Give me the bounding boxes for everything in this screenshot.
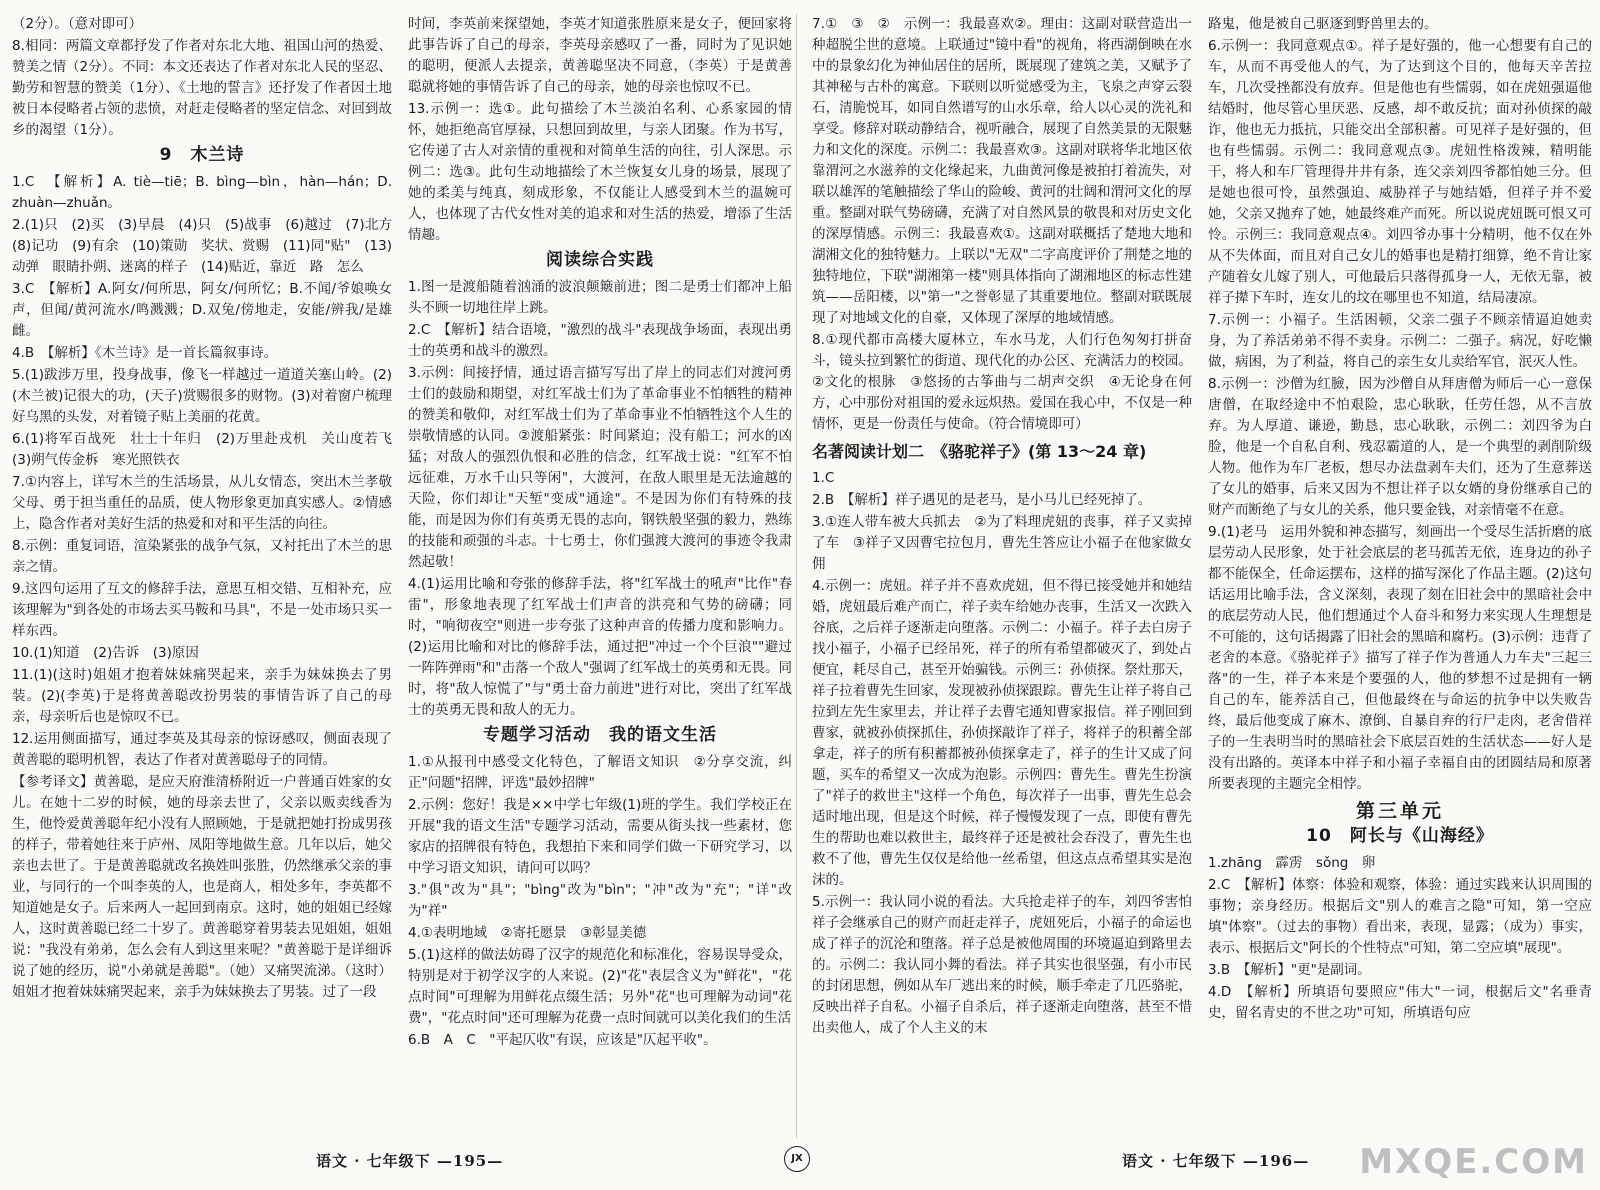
answer-paragraph: 5.示例一：我认同小说的看法。大兵抢走祥子的车，刘四爷害怕祥子会继承自己的财产而赶走祥子，虎妞死后，小福子的命运也成了祥子的沉沦和堕落。祥子总是被他周围的环境逼迫到路里去的。示例二：我认同小舞的看法。祥子其实也很坚强，有小市民的封闭思想，例如从车厂逃出来的时候，顺手牵走了几匹骆驼，反映出祥子自私。小福子自杀后，祥子逐渐走向堕落，甚至不惜出卖他人，成了个人主义的末 [812, 894, 1192, 1036]
answer-paragraph: 11.(1)(这时)姐姐才抱着妹妹痛哭起来，亲手为妹妹换去了男装。(2)(李英)于是将黄善聪改扮男装的事情告诉了自己的母亲，母亲听后也是惊叹不已。 [12, 667, 392, 725]
left-page-column-2 [408, 14, 792, 1144]
left-page [12, 14, 792, 1144]
right-page-column-2 [1208, 14, 1592, 1144]
answer-paragraph: 4.B 【解析】《木兰诗》是一首长篇叙事诗。 [12, 345, 278, 361]
answer-paragraph: （2分）。（意对即可） [12, 16, 143, 32]
answer-paragraph: 2.B 【解析】祥子遇见的是老马，是小马儿已经死掉了。 [812, 492, 1152, 508]
reading-plan-heading: 名著阅读计划二 《骆驼祥子》(第 13～24 章) [812, 442, 1147, 461]
right-page [812, 14, 1592, 1144]
answer-paragraph: 13.示例一：选①。此句描绘了木兰淡泊名利、心系家园的情怀，她拒绝高官厚禄，只想回到故里，与亲人团聚。作为书写，它传递了古人对亲情的重视和对简单生活的向往，引人深思。示例二：选③。此句生动地描绘了木兰恢复女儿身的场景，展现了她的柔美与纯真，刻成形象，不仅能让人感受到木兰的温婉可人，也体现了古代女性对美的追求和对生活的热爱，增添了生活情趣。 [408, 101, 792, 243]
answer-paragraph: 8.示例一：沙僧为红臉，因为沙僧自从拜唐僧为师后一心一意保唐僧，在取经途中不怕艰险，忠心耿耿，任劳任怨，从不言放弃。为人厚道、谦逊，勤恳，忠心耿耿，示例二：刘四爷为白脸，他是一个自私自利、残忍霸道的人，是一个典型的剥削阶级人物。他作为车厂老板，想尽办法盘剥车夫们，还为了生意葬送了女儿的婚事，后来又因为不想让祥子以女婿的身份继承自己的财产而断绝了与女儿的关系，他只要金钱，对亲情毫不在意。 [1208, 376, 1592, 518]
answer-paragraph: 2.示例：您好！我是××中学七年级(1)班的学生。我们学校正在开展"我的语文生活"专题学习活动，需要从街头找一些素材，您家店的招牌很有特色，我想拍下来和同学们做一下研究学习，以中学习语文知识，请问可以吗？ [408, 797, 792, 876]
answer-paragraph: 7.①内容上，详写木兰的生活场景，从儿女情态，突出木兰孝敬父母、勇于担当重任的品质，使人物形象更加真实感人。②情感上，隐含作者对美好生活的热爱和对和平生活的向往。 [12, 474, 392, 532]
answer-paragraph: 3."俱"改为"具"；"bìng"改为"bìn"；"冲"改为"充"；"详"改为"祥" [408, 882, 792, 919]
page-gutter-divider [796, 14, 797, 1138]
answer-paragraph: 2.C 【解析】结合语境，"激烈的战斗"表现战争场面，表现出勇士的英勇和战斗的激烈。 [408, 322, 792, 359]
answer-paragraph: 1.C 【解析】A. tiè—tiē；B. bìng—bìn，hàn—hán；D. zhuàn—zhuǎn。 [12, 174, 392, 211]
answer-paragraph: 1.①从报刊中感受文化特色，了解语文知识 ②分享交流，纠正"问题"招牌，评选"最妙招牌" [408, 754, 792, 791]
answer-paragraph: 6.B A C "平起仄收"有误，应该是"仄起平收"。 [408, 1032, 717, 1048]
section-heading: 专题学习活动 我的语文生活 [483, 725, 717, 745]
answer-paragraph: 12.运用侧面描写，通过李英及其母亲的惊讶感叹，侧面表现了黄善聪的聪明机智，表达了作者对黄善聪母子的同情。 [12, 731, 392, 768]
answer-paragraph: 8.①现代都市高楼大厦林立，车水马龙，人们行色匆匆打拼奋斗，镜头拉到繁忙的街道、现代化的办公区、充满活力的校园。②文化的根脉 ③悠扬的古筝曲与二胡声交织 ④无论身在何方，心中那份对祖国的爱永远炽热。爱国在我心中，不仅是一种情怀，更是一份责任与使命。（符合情境即可） [812, 332, 1192, 432]
answer-paragraph: 5.(1)跋涉万里，投身战事，像飞一样越过一道道关塞山岭。(2)(木兰被)记很大的功，(天子)赏赐很多的财物。(3)对着窗户梳理好乌黑的头发，对着镜子贴上美丽的花黄。 [12, 367, 392, 425]
section-heading: 9 木兰诗 [159, 145, 245, 165]
answer-paragraph: 9.(1)老马 运用外貌和神态描写，刻画出一个受尽生活折磨的底层劳动人民形象，处于社会底层的老马孤苦无依，连身边的孙子都不能保全，任命运摆布，这样的描写深化了作品主题。(2)这句话运用比喻手法，含义深刻，表现了刻在旧社会中的黑暗社会中的底层劳动人民，他们想通过个人奋斗和努力来实现人生理想是不可能的，这句话揭露了旧社会的黑暗和腐朽。(3)示例：违背了老舍的本意。《骆驼祥子》描写了祥子作为普通人力车夫"三起三落"的一生，祥子本来是个要强的人，他的梦想不过是拥有一辆自己的车，能养活自己，但他最终在与命运的抗争中以失败告终，最后他变成了麻木、潦倒、自暴自弃的行尸走肉，老舍借祥子的一生表明当时的黑暗社会下底层百姓的生活状态——好人是没有出路的。英译本中祥子和小福子幸福自由的团圆结局和原著所要表现的主题完全相悖。 [1208, 524, 1592, 792]
answer-paragraph: 8.示例：重复词语，渲染紧张的战争气氛，又衬托出了木兰的思亲之情。 [12, 538, 392, 575]
answer-paragraph: 4.①表明地域 ②寄托愿景 ③彰显美德 [408, 925, 647, 941]
answer-paragraph: 1.zhāng 霹雳 sǒng 卵 [1208, 855, 1376, 871]
answer-paragraph: 【参考译文】黄善聪，是应天府淮清桥附近一户普通百姓家的女儿。在她十二岁的时候，她的母亲去世了，父亲以贩卖线香为生，他怜爱黄善聪年纪小没有人照顾她，于是就把她打扮成男孩的样子，带着她往来于庐州、凤阳等地做生意。几年以后，她父亲也去世了。于是黄善聪就改名换姓叫张胜，仍然继承父亲的事业，与同行的一个叫李英的人，也是商人，相处多年，李英都不知道她是女子。后来两人一起回到南京。这时，她的姐姐已经嫁人，这时黄善聪已经二十岁了。黄善聪穿着男装去见姐姐，姐姐说："我没有弟弟，怎么会有人到这里来呢？"黄善聪于是详细诉说了她的经历，说"小弟就是善聪"。（她）又痛哭流涕。（这时）姐姐才抱着妹妹痛哭起来，亲手为妹妹换去了男装。过了一段 [12, 774, 392, 1000]
answer-paragraph: 3.C 【解析】A.阿女/何所思，阿女/何所忆；B.不闻/爷娘唤女声，但闻/黄河流水/鸣溅溅；D.双兔/傍地走，安能/辨我/是雄雌。 [12, 281, 392, 339]
answer-paragraph: 3.示例：间接抒情，通过语言描写写出了岸上的同志们对渡河勇士们的鼓励和期望，对红军战士们为了革命事业不怕牺牲的精神的赞美和敬仰，对红军战士们为了革命事业不怕牺牲这个人生的崇敬情感的认同。②渡船紧张：时间紧迫；没有船工；河水的凶猛；对敌人的强烈仇恨和必胜的信念，红军战士说："红军不怕远征难，万水千山只等闲"，大渡河，在敌人眼里是无法逾越的天险，你们却让"天堑"变成"通途"。不是因为你们有特殊的技能，而是因为你们有英勇无畏的志向，钢铁般坚强的毅力，熟练的技能和顽强的斗志。十七勇士，你们强渡大渡河的事迹令我肃然起敬！ [408, 365, 792, 570]
answer-paragraph: 3.①连人带车被大兵抓去 ②为了料理虎妞的丧事，祥子又卖掉了车 ③祥子又因曹宅拉包月，曹先生答应让小福子在他家做女佣 [812, 514, 1192, 572]
answer-paragraph: 8.相同：两篇文章都抒发了作者对东北大地、祖国山河的热爱、赞美之情（2分）。不同：本文还表达了作者对东北人民的坚忍、勤劳和智慧的赞美（1分）、《土地的誓言》还抒发了作者因土地被日本侵略者占领的悲愤，对赶走侵略者的坚定信念、对回到故乡的渴望（1分）。 [12, 38, 392, 138]
right-page-column-1 [812, 14, 1192, 1144]
left-page-column-1 [12, 14, 406, 1144]
site-watermark: MXQE.COM [1359, 1142, 1588, 1182]
left-page-footer: 语文 · 七年级下 —195— [316, 1152, 504, 1170]
answer-paragraph: 2.C 【解析】体察：体验和观察，体验：通过实践来认识周围的事物；亲身经历。根据后文"别人的难言之隐"可知，第一空应填"体察"。（过去的事物）看出来，表现，显露；（成为）事实，表示、根据后文"阿长的个性特点"可知，第二空应填"展现"。 [1208, 877, 1592, 956]
right-page-footer: 语文 · 七年级下 —196— [1122, 1152, 1310, 1170]
answer-paragraph: 1.图一是渡船随着汹涌的波浪颠簸前进；图二是勇士们都冲上船头不顾一切地往岸上跳。 [408, 279, 792, 316]
answer-paragraph: 4.(1)运用比喻和夸张的修辞手法，将"红军战士的吼声"比作"春雷"，形象地表现了红军战士们声音的洪亮和气势的磅礴；同时，"响彻夜空"则进一步夸张了这种声音的传播力度和影响力。(2)运用比喻和对比的修辞手法，通过把"冲过一个个巨浪""避过一阵阵弹雨"和"击落一个敌人"强调了红军战士的英勇和无畏。同时，将"敌人惊慌了"与"勇士奋力前进"进行对比，突出了红军战士的英勇无畏和敌人的无力。 [408, 576, 792, 718]
answer-paragraph: 6.示例一：我同意观点①。祥子是好强的，他一心想要有自己的车，从而不再受他人的气，为了达到这个目的，他每天辛苦拉车，几次受挫都没有放弃。但是他也有些懦弱，如在虎妞强逼他结婚时，他尽管心里厌恶、反感，却不敢反抗；面对孙侦探的敲诈，他也无力抵抗，只能交出全部积蓄。可见祥子是好强的，但也有些懦弱。示例二：我同意观点③。虎妞性格泼辣，精明能干，将人和车厂管理得井井有条，连父亲刘四爷都怕她三分。但是她也很可怜，虽然强迫、威胁祥子与她结婚，但祥子并不爱她，父亲又抛弃了她，她最终难产而死。所以说虎妞既可恨又可怜。示例三：我同意观点④。刘四爷办事十分精明，他不仅在外从不失体面，而且对自己女儿的婚事也是精打细算，绝不肯让家产随着女儿嫁了别人，可他最后只落得孤身一人，无依无靠，被祥子撵下车时，连女儿的坟在哪里也不知道，结局凄凉。 [1208, 38, 1592, 306]
answer-paragraph: 4.示例一：虎妞。祥子并不喜欢虎妞，但不得已接受她并和她结婚，虎妞最后难产而亡，祥子卖车给她办丧事，生活又一次跌入谷底，之后祥子逐渐走向堕落。示例二：小福子。祥子去白房子找小福子，小福子已经吊死，祥子的所有希望都破灭了，到处占便宜，耗尽自己，甚至开始骗钱。示例三：孙侦探。祭灶那天，祥子拉着曹先生回家，发现被孙侦探跟踪。曹先生让祥子将自己拉到左先生家里去，并让祥子去曹宅通知曹家报信。祥子刚回到曹家，就被孙侦探抓住，孙侦探敲诈了祥子，将祥子的积蓄全部拿走，祥子的所有积蓄都被孙侦探拿走了，祥子的生计又成了问题，买车的希望又一次成为泡影。示例四：曹先生。曹先生扮演了"祥子的救世主"这样一个角色，每次祥子一出事，曹先生总会适时地出现，但是这个时候，祥子慢慢发现了一点，即使有曹先生的帮助也难以救世主，最终祥子还是被社会吞没了，曹先生也救不了他，曹先生仅仅是给他一丝希望，但这点点希望其实是泡沫的。 [812, 578, 1192, 888]
answer-paragraph: 1.C [812, 470, 835, 486]
section-heading: 10 阿长与《山海经》 [1306, 826, 1494, 846]
answer-paragraph: 路鬼，他是被自己驱逐到野兽里去的。 [1208, 16, 1438, 32]
publisher-badge: JX [784, 1146, 810, 1172]
answer-paragraph: 4.D 【解析】所填语句要照应"伟大"一词，根据后文"名垂青史，留名青史的不世之功"可知，所填语句应 [1208, 984, 1592, 1021]
answer-paragraph: 6.(1)将军百战死 壮士十年归 (2)万里赴戎机 关山度若飞 (3)朔气传金柝 寒光照铁衣 [12, 431, 406, 468]
answer-paragraph: 7.① ③ ② 示例一：我最喜欢②。理由：这副对联营造出一种超脱尘世的意境。上联通过"镜中看"的视角，将西湖倒映在水中的景象幻化为神仙居住的居所，既展现了建筑之美，又赋予了其神秘与古朴的寓意。下联则以听觉感受为主，飞泉之声穿云裂石，清脆悦耳，如同自然谱写的山水乐章，给人以心灵的洗礼和享受。修辞对联动静结合，视听融合，展现了自然美景的无限魅力和文化的深度。示例二：我最喜欢③。这副对联将华北地区依靠渭河之水滋养的文化缘起来，九曲黄河像是被拍打着流失，对联以雄浑的笔触描绘了华山的险峻、黄河的壮阔和渭河文化的厚重。整副对联气势磅礴，充满了对自然风景的敬畏和对历史文化的深厚情感。示例三：我最喜欢①。这副对联概括了楚地大地和湖湘文化的独特魅力。上联以"无双"二字高度评价了荆楚之地的独特地位，下联"湖湘第一楼"则具体指向了湖湘地区的标志性建筑——岳阳楼，以"第一"之誉彰显了其重要地位。整副对联既展现了对地域文化的自豪，又体现了深厚的地域情感。 [812, 16, 1192, 326]
answer-paragraph: 时间，李英前来探望她，李英才知道张胜原来是女子，便回家将此事告诉了自己的母亲，李英母亲感叹了一番，同时为了见识她的聪明，便派人去提亲，黄善聪坚决不同意，（李英）于是黄善聪就将她的事情告诉了自己的母亲，她的母亲也惊叹不已。 [408, 16, 792, 95]
answer-paragraph: 9.这四句运用了互文的修辞手法，意思互相交错、互相补充，应该理解为"到各处的市场去买马鞍和马具"，不是一处市场只买一样东西。 [12, 581, 392, 639]
unit-heading: 第三单元 [1355, 800, 1444, 822]
section-heading: 阅读综合实践 [546, 250, 654, 270]
answer-paragraph: 5.(1)这样的做法妨碍了汉字的规范化和标准化，容易误导受众，特别是对于初学汉字的人来说。(2)"花"表层含义为"鲜花"，"花点时间"可理解为用鲜花点缀生活；另外"花"也可理解为动词"花费"，"花点时间"还可理解为花费一点时间就可以美化我们的生活 [408, 947, 792, 1026]
answer-paragraph: 3.B 【解析】"更"是副词。 [1208, 962, 1371, 978]
answer-paragraph: 2.(1)只 (2)买 (3)早晨 (4)只 (5)战事 (6)越过 (7)北方 (8)记功 (9)有余 (10)策勋 奖状、赏赐 (11)同"贴" (13)动弹 眼睛扑朔、迷离的样子 (14)贴近，靠近 路 怎么 [12, 217, 406, 275]
answer-paragraph: 7.示例一：小福子。生活困顿，父亲二强子不顾亲情逼迫她卖身，为了养活弟弟不得不卖身。示例二：二强子。病况，好吃懒做，病困，为了利益，将自己的亲生女儿卖给军官，泯灭人性。 [1208, 312, 1592, 370]
answer-paragraph: 10.(1)知道 (2)告诉 (3)原因 [12, 645, 199, 661]
